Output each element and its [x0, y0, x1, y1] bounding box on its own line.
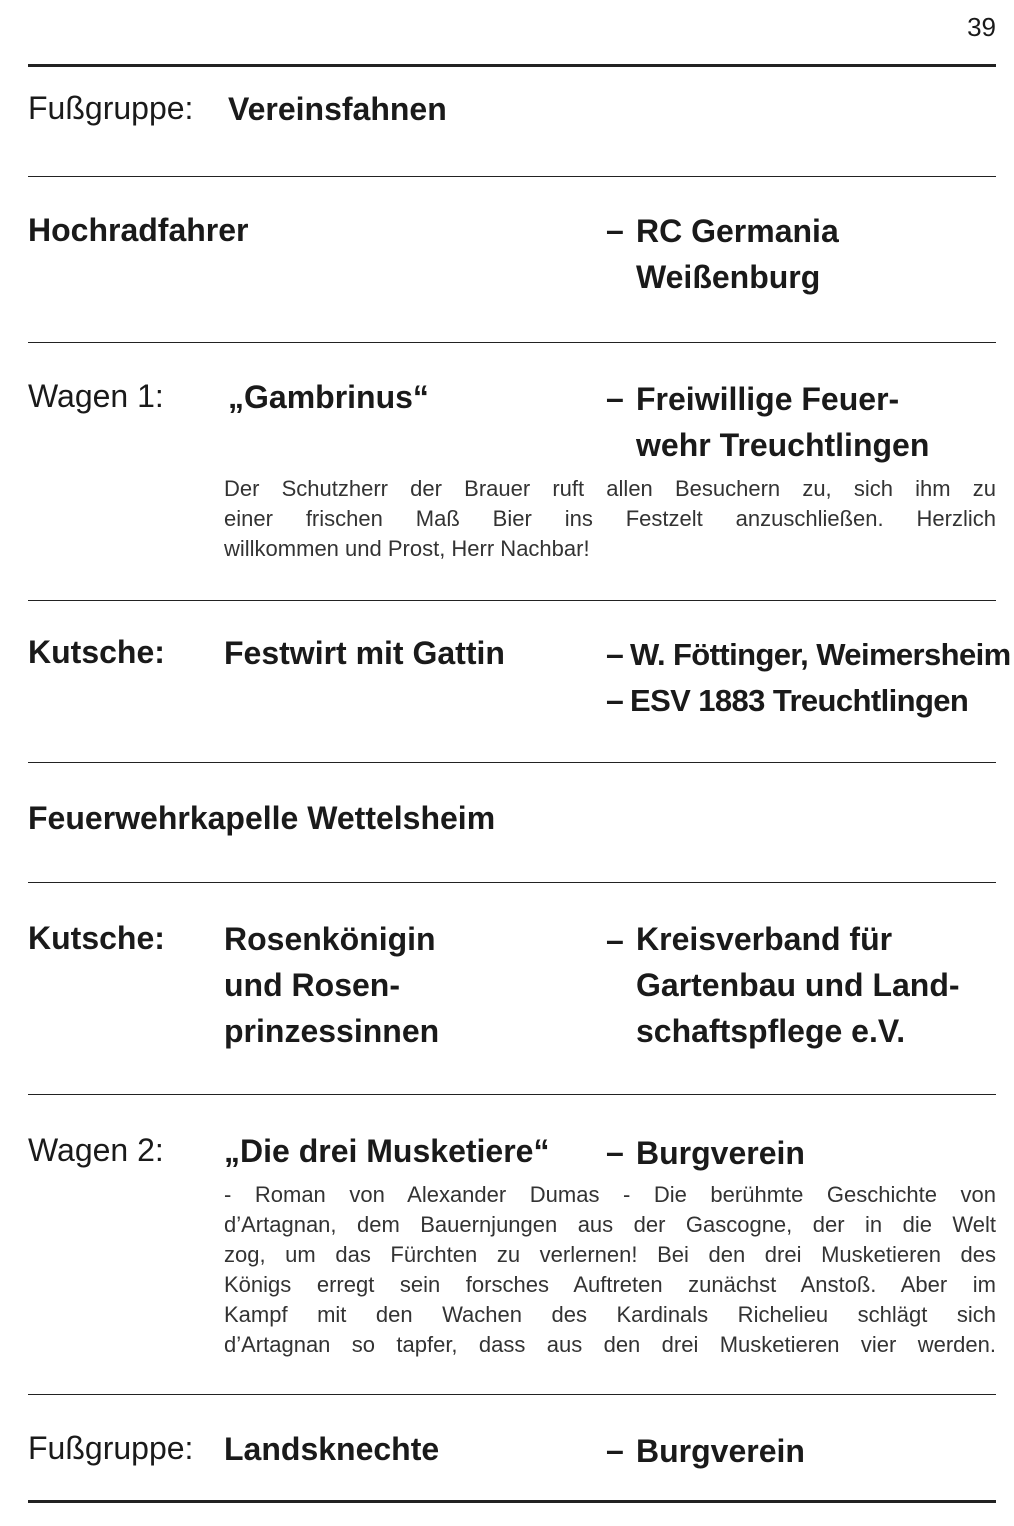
entry-title: Landsknechte	[224, 1431, 440, 1467]
dash: –	[606, 212, 624, 248]
entry-label: Fußgruppe:	[28, 1430, 194, 1466]
dash: –	[606, 922, 624, 958]
entry-title: Vereinsfahnen	[228, 91, 447, 127]
entry-title: Feuerwehrkapelle Wettelsheim	[28, 800, 496, 836]
entry-title: „Gambrinus“	[228, 379, 429, 415]
entry-participant: Burgverein	[636, 1433, 805, 1469]
entry-participant: Kreisverband für Gartenbau und Land- schaftspflege e.V.	[636, 921, 960, 1049]
divider	[28, 600, 996, 601]
divider	[28, 64, 996, 67]
entry-label: Kutsche:	[28, 634, 165, 670]
entry-description: - Roman von Alexander Dumas - Die berühmte Geschichte von d’Artagnan, dem Bauernjungen aus der Gascogne, der in die Welt zog, um das Fürchten zu verlernen! Bei den drei Musketieren des Königs erregt sein forsches Auftreten zunächst Anstoß. Aber im Kampf mit den Wachen des Kardinals Richelieu schlägt sich d’Artagnan so tapfer, dass aus den drei Musketieren vier werden.	[224, 1182, 996, 1357]
divider	[28, 342, 996, 343]
entry-title: Hochradfahrer	[28, 212, 249, 248]
dash: –	[606, 1432, 624, 1468]
entry-description: Der Schutzherr der Brauer ruft allen Besuchern zu, sich ihm zu einer frischen Maß Bier ins Festzelt anzuschließen. Herzlich willkommen und Prost, Herr Nachbar!	[224, 476, 996, 561]
entry-label: Fußgruppe:	[28, 90, 194, 126]
entry-participant: Freiwillige Feuer- wehr Treuchtlingen	[636, 381, 930, 463]
page-number: 39	[967, 12, 996, 42]
divider	[28, 882, 996, 883]
dash: –	[606, 1134, 624, 1170]
entry-title: Festwirt mit Gattin	[224, 635, 505, 671]
entry-label: Wagen 1:	[28, 378, 164, 414]
entry-title: Rosenkönigin und Rosen- prinzessinnen	[224, 921, 440, 1049]
divider	[28, 1500, 996, 1503]
entry-label: Wagen 2:	[28, 1132, 164, 1168]
entry-participant: RC Germania Weißenburg	[636, 213, 839, 295]
divider	[28, 176, 996, 177]
divider	[28, 1094, 996, 1095]
divider	[28, 1394, 996, 1395]
entry-participant: Burgverein	[636, 1135, 805, 1171]
entry-title: „Die drei Musketiere“	[224, 1133, 550, 1169]
entry-label: Kutsche:	[28, 920, 165, 956]
dash: –	[606, 682, 624, 718]
dash: –	[606, 380, 624, 416]
dash: –	[606, 636, 624, 672]
divider	[28, 762, 996, 763]
entry-participant: W. Föttinger, Weimersheim ESV 1883 Treuchtlingen	[630, 637, 1011, 718]
